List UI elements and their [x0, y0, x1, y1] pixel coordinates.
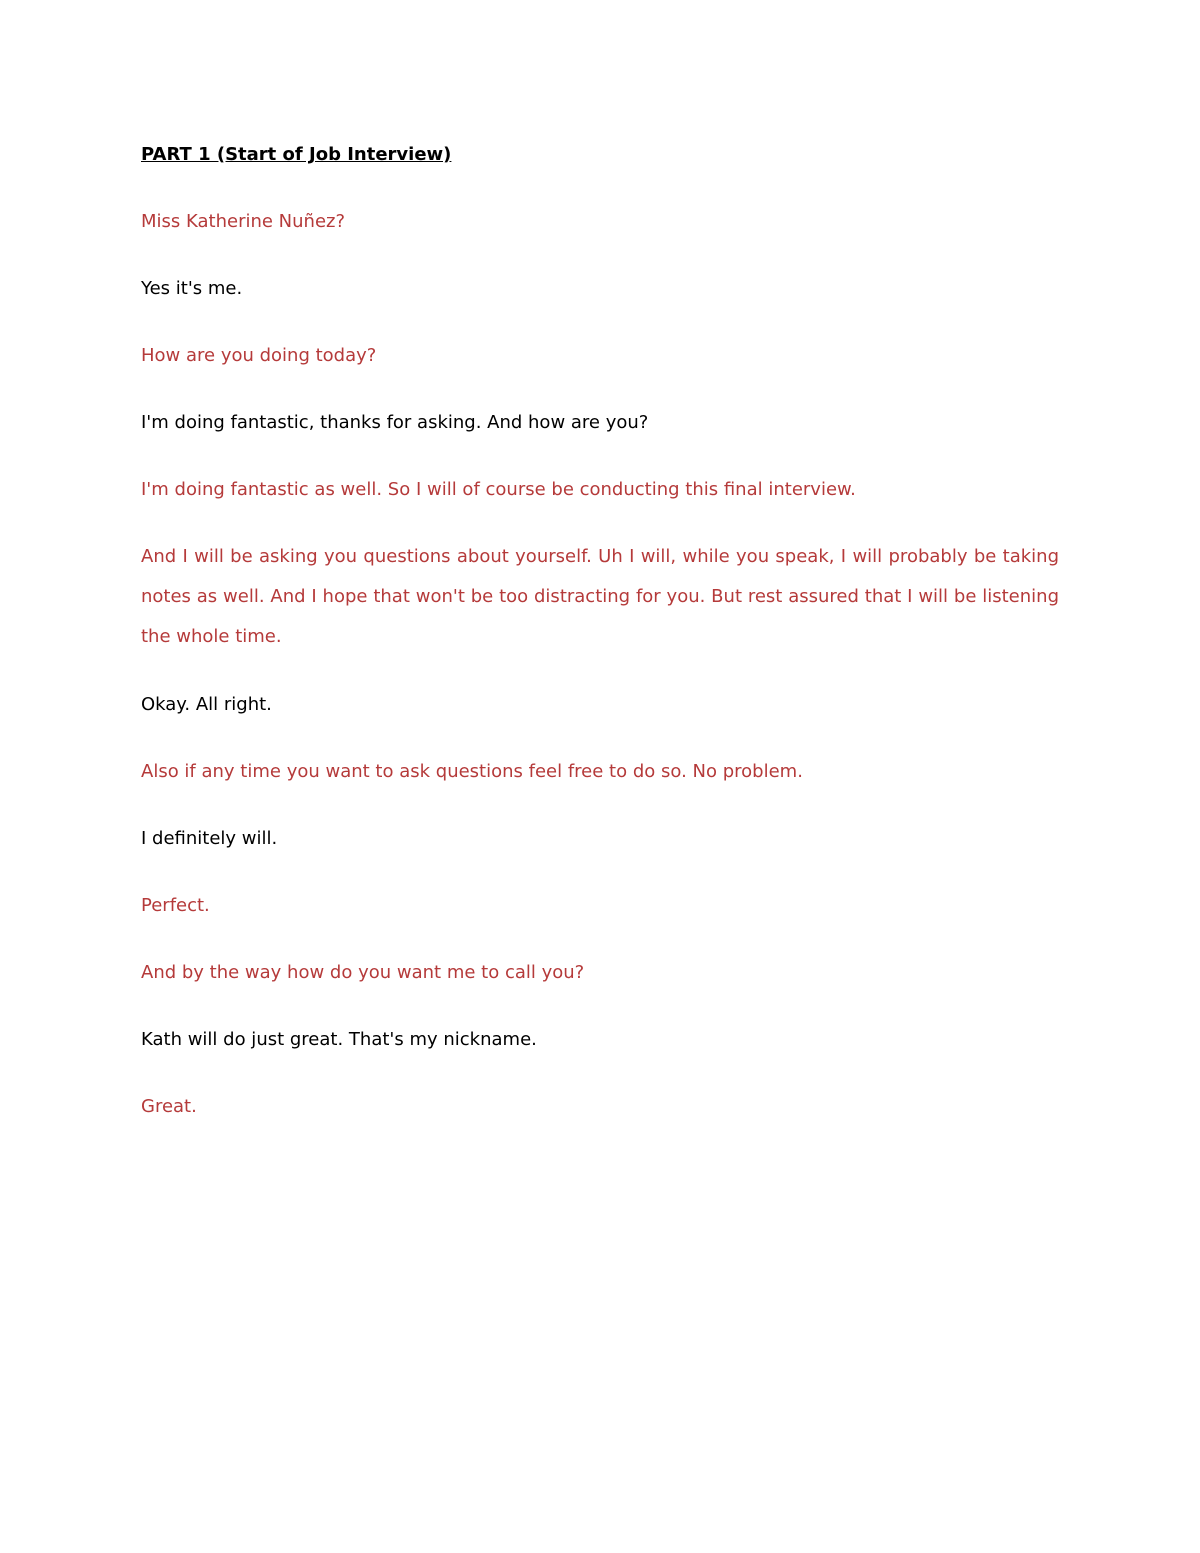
dialogue-line: Miss Katherine Nuñez?: [141, 211, 346, 232]
dialogue-line: Perfect.: [141, 895, 210, 916]
dialogue-line: Okay. All right.: [141, 694, 272, 715]
dialogue-line: Also if any time you want to ask questions feel free to do so. No problem.: [141, 761, 803, 782]
document-body: [141, 141, 1059, 1160]
dialogue-line: I definitely will.: [141, 828, 278, 849]
dialogue-line: I'm doing fantastic as well. So I will of course be conducting this final interview.: [141, 479, 856, 500]
dialogue-line: And by the way how do you want me to call you?: [141, 962, 585, 983]
dialogue-line: I'm doing fantastic, thanks for asking. And how are you?: [141, 412, 649, 433]
document-heading: PART 1 (Start of Job Interview): [141, 144, 452, 165]
dialogue-line: Great.: [141, 1096, 197, 1117]
dialogue-line: How are you doing today?: [141, 345, 377, 366]
dialogue-line: And I will be asking you questions about yourself. Uh I will, while you speak, I will probably be taking notes as well. And I hope that won't be too distracting for you. But rest assured that I will be listening the whole time.: [141, 546, 1059, 647]
dialogue-line: Kath will do just great. That's my nickname.: [141, 1029, 537, 1050]
dialogue-line: Yes it's me.: [141, 278, 243, 299]
